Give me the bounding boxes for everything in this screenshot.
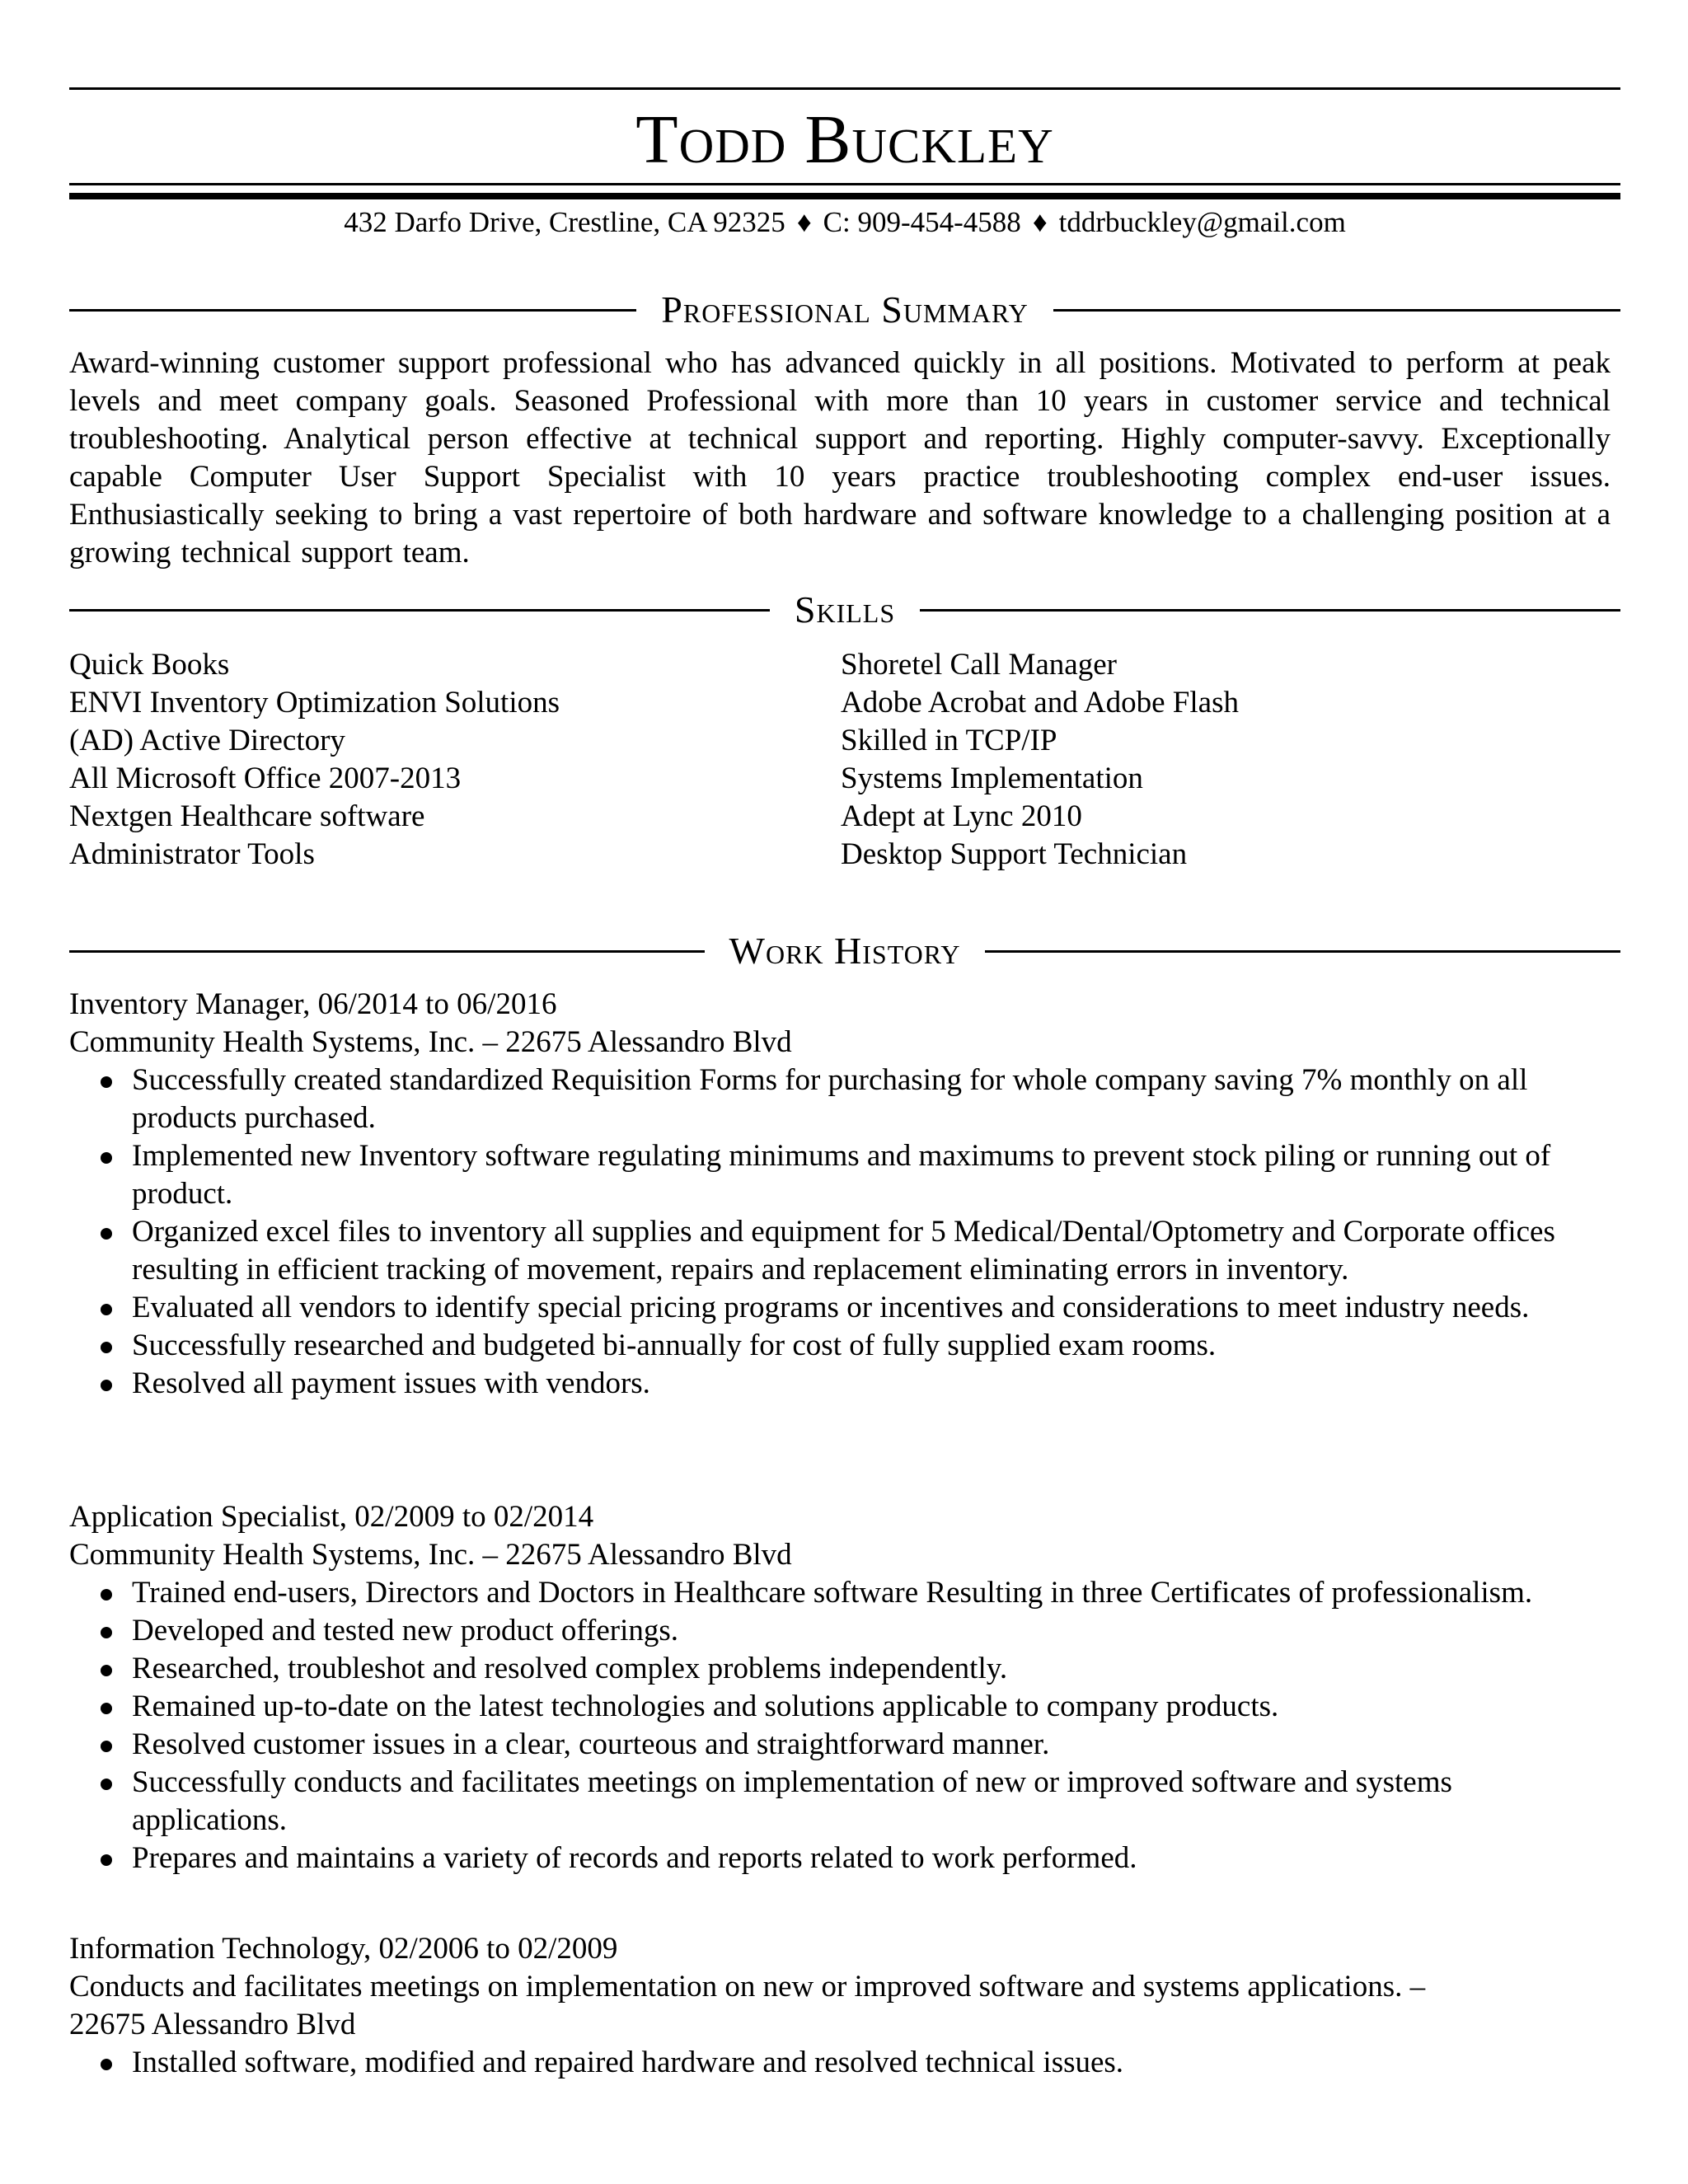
skills-heading bbox=[69, 585, 1620, 635]
bullet-text: Remained up-to-date on the latest technologies and solutions applicable to company products. bbox=[132, 1690, 1279, 1723]
contact-line bbox=[69, 204, 1620, 241]
job-bullets bbox=[69, 1574, 1620, 1877]
name-rule-thick bbox=[69, 193, 1620, 199]
skill-item: Administrator Tools bbox=[69, 837, 315, 871]
job-bullets bbox=[69, 2044, 1620, 2082]
candidate-name: Todd Buckley bbox=[635, 101, 1054, 178]
skill-item: All Microsoft Office 2007-2013 bbox=[69, 762, 462, 795]
list-item bbox=[69, 1213, 1582, 1289]
heading-rule bbox=[69, 609, 770, 612]
skill-item: Shoretel Call Manager bbox=[841, 648, 1117, 682]
bullet-icon bbox=[101, 1779, 112, 1790]
bullet-text: Resolved customer issues in a clear, courteous and straightforward manner. bbox=[132, 1727, 1050, 1761]
bullet-text: Prepares and maintains a variety of records and reports related to work performed. bbox=[132, 1841, 1137, 1875]
list-item bbox=[69, 1327, 1582, 1365]
bullet-text: Trained end-users, Directors and Doctors in Healthcare software Resulting in three Certificates of professionalism. bbox=[132, 1576, 1533, 1610]
list-item bbox=[69, 1612, 1582, 1650]
bullet-icon bbox=[101, 1627, 112, 1638]
phone: C: 909-454-4588 bbox=[823, 206, 1021, 238]
list-item bbox=[69, 1764, 1582, 1840]
heading-rule bbox=[985, 950, 1620, 953]
list-item bbox=[69, 1726, 1582, 1764]
list-item bbox=[69, 1137, 1582, 1213]
email: tddrbuckley@gmail.com bbox=[1058, 206, 1346, 238]
separator-diamond-icon: ♦ bbox=[796, 206, 812, 238]
bullet-icon bbox=[101, 1342, 112, 1353]
skill-item: Skilled in TCP/IP bbox=[841, 724, 1057, 757]
heading-rule bbox=[69, 950, 705, 953]
job-entry bbox=[69, 1498, 1620, 1877]
summary-text: Award-winning customer support professional who has advanced quickly in all positions. Motivated to perform at peak levels and meet company goals. Seasoned Professional with more than 10 years in customer service and technical troubleshooting. Analytical person effective at technical support and reporting. Highly computer-savvy. Exceptionally capable Computer User Support Specialist with 10 years practice troubleshooting complex end-user issues. Enthusiastically seeking to bring a vast repertoire of both hardware and software knowledge to a challenging position at a growing technical support team. bbox=[69, 346, 1611, 569]
bullet-icon bbox=[101, 1076, 112, 1088]
name-rule-thin bbox=[69, 183, 1620, 185]
bullet-icon bbox=[101, 1304, 112, 1315]
skill-item: Quick Books bbox=[69, 648, 230, 682]
heading-rule bbox=[1053, 309, 1620, 312]
job-employer: Community Health Systems, Inc. – 22675 Alessandro Blvd bbox=[69, 1025, 792, 1059]
job-employer: Community Health Systems, Inc. – 22675 Alessandro Blvd bbox=[69, 1538, 792, 1572]
job-entry bbox=[69, 1930, 1620, 2082]
skills-left-column bbox=[69, 646, 811, 874]
skill-item: (AD) Active Directory bbox=[69, 724, 345, 757]
skill-item: Systems Implementation bbox=[841, 762, 1143, 795]
resume-page bbox=[69, 0, 1620, 2184]
list-item bbox=[69, 2044, 1582, 2082]
job-title-dates: Information Technology, 02/2006 to 02/2009 bbox=[69, 1932, 618, 1966]
address: 432 Darfo Drive, Crestline, CA 92325 bbox=[344, 206, 785, 238]
job-title-dates: Application Specialist, 02/2009 to 02/2014 bbox=[69, 1500, 594, 1534]
bullet-text: Resolved all payment issues with vendors. bbox=[132, 1366, 650, 1400]
bullet-text: Successfully researched and budgeted bi-annually for cost of fully supplied exam rooms. bbox=[132, 1329, 1217, 1362]
job-title-dates: Inventory Manager, 06/2014 to 06/2016 bbox=[69, 987, 557, 1021]
bullet-icon bbox=[101, 1741, 112, 1752]
heading-rule bbox=[69, 309, 636, 312]
skill-item: ENVI Inventory Optimization Solutions bbox=[69, 686, 560, 719]
bullet-icon bbox=[101, 1228, 112, 1240]
bullet-text: Installed software, modified and repaired hardware and resolved technical issues. bbox=[132, 2046, 1124, 2079]
section-title: Professional Summary bbox=[661, 288, 1029, 330]
bullet-text: Successfully created standardized Requisition Forms for purchasing for whole company saving 7% monthly on all products purchased. bbox=[132, 1063, 1528, 1135]
heading-rule bbox=[920, 609, 1620, 612]
job-bullets bbox=[69, 1062, 1620, 1403]
list-item bbox=[69, 1062, 1582, 1137]
bullet-icon bbox=[101, 1152, 112, 1164]
bullet-text: Organized excel files to inventory all supplies and equipment for 5 Medical/Dental/Optometry and Corporate offices resulting in efficient tracking of movement, repairs and replacement eliminating errors in inventory. bbox=[132, 1215, 1555, 1286]
list-item bbox=[69, 1365, 1582, 1403]
bullet-icon bbox=[101, 1380, 112, 1391]
job-description: Conducts and facilitates meetings on implementation on new or improved software and systems applications. – 22675 Alessandro Blvd bbox=[69, 1970, 1426, 2041]
summary-heading bbox=[69, 285, 1620, 335]
section-title: Work History bbox=[729, 930, 961, 972]
skill-item: Adobe Acrobat and Adobe Flash bbox=[841, 686, 1239, 719]
bullet-text: Implemented new Inventory software regulating minimums and maximums to prevent stock piling or running out of product. bbox=[132, 1139, 1551, 1211]
section-title: Skills bbox=[794, 588, 896, 630]
separator-diamond-icon: ♦ bbox=[1032, 206, 1048, 238]
job-entry bbox=[69, 986, 1620, 1403]
bullet-icon bbox=[101, 1665, 112, 1676]
bullet-icon bbox=[101, 1703, 112, 1714]
bullet-text: Evaluated all vendors to identify special pricing programs or incentives and considerations to meet industry needs. bbox=[132, 1291, 1530, 1324]
bullet-text: Developed and tested new product offerings. bbox=[132, 1614, 679, 1647]
skills-right-column bbox=[841, 646, 1582, 874]
bullet-icon bbox=[101, 1854, 112, 1866]
list-item bbox=[69, 1840, 1582, 1877]
bullet-text: Researched, troubleshot and resolved complex problems independently. bbox=[132, 1652, 1008, 1685]
list-item bbox=[69, 1289, 1582, 1327]
bullet-icon bbox=[101, 2059, 112, 2070]
list-item bbox=[69, 1650, 1582, 1688]
work-history-heading bbox=[69, 926, 1620, 976]
list-item bbox=[69, 1688, 1582, 1726]
list-item bbox=[69, 1574, 1582, 1612]
skill-item: Desktop Support Technician bbox=[841, 837, 1188, 871]
top-rule bbox=[69, 87, 1620, 90]
skill-item: Nextgen Healthcare software bbox=[69, 799, 425, 833]
bullet-icon bbox=[101, 1589, 112, 1601]
skill-item: Adept at Lync 2010 bbox=[841, 799, 1082, 833]
bullet-text: Successfully conducts and facilitates meetings on implementation of new or improved software and systems applications. bbox=[132, 1765, 1452, 1837]
